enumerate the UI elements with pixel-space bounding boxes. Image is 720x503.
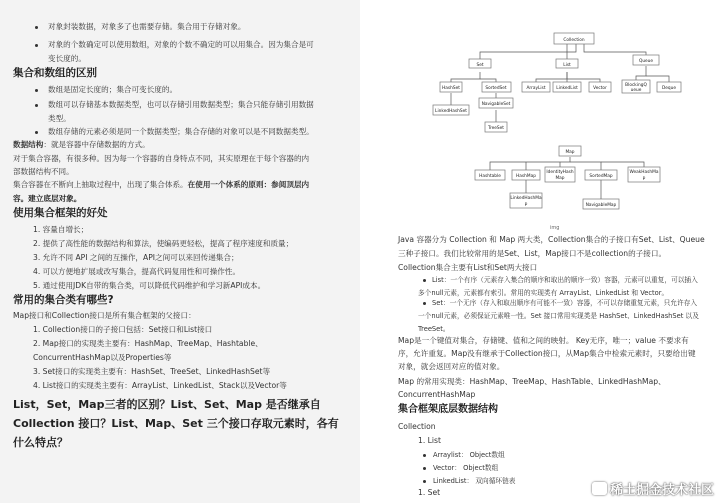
containers-para-2: 部数据结构不同。: [13, 167, 74, 176]
common-class-item-3: 3. Set接口的实现类主要有：HashSet、TreeSet、LinkedHashSet等: [33, 367, 271, 376]
collection-label: Collection: [398, 422, 436, 431]
benefit-item-1: 1. 容量自增长；: [33, 225, 89, 234]
section-title-common-classes: 常用的集合类有哪些?: [13, 294, 114, 306]
benefit-item-2: 2. 提供了高性能的数据结构和算法，使编码更轻松，提高了程序速度和质量；: [33, 239, 294, 248]
bullet-dot: [423, 480, 426, 483]
list-bullet-1: List：一个有序（元素存入集合的顺序和取出的顺序一致）容器，元素可以重复，可以插入: [432, 276, 698, 284]
bullet-dot: [423, 467, 426, 470]
set-bullet-1: Set：一个无序（存入和取出顺序有可能不一致）容器，不可以存储重复元素，只允许存入: [432, 299, 698, 307]
item-list: 1. List: [418, 436, 441, 445]
node-identityhashmap-line2: Map: [555, 176, 565, 181]
common-class-item-2-cont: ConcurrentHashMap以及Properties等: [33, 353, 172, 362]
map-para-2: 序，允许重复。Map没有继承于Collection接口，从Map集合中检索元素时，只要给出键: [398, 349, 696, 358]
map-impl-1: Map 的常用实现类：HashMap、TreeMap、HashTable、LinkedHashMap、: [398, 377, 666, 386]
node-weakhashmap-line2: p: [642, 176, 646, 181]
hierarchy-principle-cont: 容。建立底层对象。: [13, 194, 82, 203]
map-para-1: Map是一个键值对集合，存储键、值和之间的映射。 Key无序，唯一；value 不要求有: [398, 336, 689, 345]
diff-item-2: 数组可以存储基本数据类型，也可以存储引用数据类型；集合只能存储引用数据: [48, 100, 314, 109]
node-queue: Queue: [638, 59, 654, 64]
containers-para-1: 对于集合容器，有很多种。因为每一个容器的自身特点不同，其实原理在于每个容器的内: [13, 154, 310, 163]
data-structure-term: 数据结构: [13, 140, 44, 149]
right-document-column: [360, 0, 720, 503]
bullet-dot: [423, 302, 426, 305]
section-title-benefits: 使用集合框架的好处: [13, 207, 108, 219]
node-linkedlist: LinkedList: [556, 86, 578, 91]
intro-item-1: 对象封装数据，对象多了也需要存储。集合用于存储对象。: [48, 22, 246, 31]
node-treeset: TreeSet: [487, 126, 505, 131]
bullet-dot: [35, 104, 38, 107]
intro-item-2-cont: 变长度的。: [48, 54, 86, 63]
set-bullet-1-end: TreeSet。: [418, 325, 450, 333]
benefit-item-5: 5. 通过使用JDK自带的集合类，可以降低代码维护和学习新API成本。: [33, 281, 266, 290]
node-sortedmap: SortedMap: [589, 174, 613, 179]
list-bullet-1-cont: 多个null元素，元素都有索引。常用的实现类有 ArrayList、LinkedList 和 Vector。: [418, 289, 669, 297]
node-linkedhashmap-line2: p: [524, 202, 528, 207]
diff-item-1: 数组是固定长度的；集合可变长度的。: [48, 85, 178, 94]
section-title-difference: 集合和数组的区别: [13, 67, 97, 79]
question-heading-line-3: 什么特点？: [13, 436, 68, 449]
node-navigablemap: NavigableMap: [585, 203, 617, 208]
sub-item-linkedlist: LinkedList： 双向循环链表: [433, 477, 516, 485]
node-deque: Deque: [661, 86, 677, 91]
bullet-dot: [35, 26, 38, 29]
watermark-text: 稀土掘金技术社区: [609, 483, 714, 498]
node-blockingqueue-line1: BlockingQ: [625, 83, 647, 88]
node-vector: Vector: [593, 86, 607, 91]
intro-para-3: Collection集合主要有List和Set两大接口: [398, 263, 538, 272]
set-bullet-1-cont: 一个null元素，必须保证元素唯一性。Set 接口常用实现类是 HashSet、LinkedHashSet 以及: [418, 312, 699, 320]
node-hashmap: HashMap: [516, 174, 536, 179]
node-linkedhashset: LinkedHashSet: [435, 109, 467, 114]
node-hashtable: Hashtable: [479, 174, 501, 179]
bullet-dot: [35, 89, 38, 92]
collection-hierarchy-diagram: [360, 0, 720, 228]
node-blockingqueue-line2: ueue: [630, 88, 642, 93]
item-set: 1. Set: [418, 488, 441, 497]
intro-para-1: Java 容器分为 Collection 和 Map 两大类，Collection集合的子接口有Set、List、Queue: [398, 235, 705, 244]
watermark: [592, 479, 714, 498]
node-linkedhashmap-line1: LinkedHashMa: [510, 196, 542, 201]
benefit-item-3: 3. 允许不同 API 之间的互操作，API之间可以来回传递集合；: [33, 253, 239, 262]
diff-item-2-cont: 类型。: [48, 114, 71, 123]
bullet-dot: [423, 454, 426, 457]
common-class-item-1: 1. Collection接口的子接口包括：Set接口和List接口: [33, 325, 213, 334]
data-structure-def: ：就是容器中存储数据的方式。: [43, 140, 150, 149]
common-class-item-2: 2. Map接口的实现类主要有：HashMap、TreeMap、Hashtable、: [33, 339, 263, 348]
hierarchy-para: [13, 181, 309, 189]
node-navigableset: NavigableSet: [481, 102, 511, 107]
hierarchy-principle: 在使用一个体系的原则：参阅顶层内: [187, 180, 310, 189]
data-structure-line: [13, 141, 150, 149]
map-para-3: 对象，就会返回对应的值对象。: [398, 362, 505, 371]
hierarchy-text: 集合容器在不断向上抽取过程中，出现了集合体系。: [13, 180, 188, 189]
common-classes-intro: Map接口和Collection接口是所有集合框架的父接口：: [13, 311, 196, 320]
bullet-dot: [35, 131, 38, 134]
node-weakhashmap-line1: WeakHashMa: [629, 170, 659, 175]
node-map: Map: [565, 150, 575, 155]
map-impl-2: ConcurrentHashMap: [398, 390, 476, 399]
bullet-dot: [35, 44, 38, 47]
benefit-item-4: 4. 可以方便地扩展或改写集合，提高代码复用性和可操作性。: [33, 267, 241, 276]
common-class-item-4: 4. List接口的实现类主要有：ArrayList、LinkedList、Stack以及Vector等: [33, 381, 287, 390]
node-collection: Collection: [563, 38, 585, 43]
intro-para-2: 三种子接口。我们比较常用的是Set、List，Map接口不是collection的子接口。: [398, 249, 667, 258]
bullet-dot: [423, 279, 426, 282]
image-caption: img: [550, 225, 560, 231]
diff-item-3: 数组存储的元素必须是同一个数据类型；集合存储的对象可以是不同数据类型。: [48, 127, 314, 136]
question-heading-line-2: Collection 接口？List、Map、Set 三个接口存取元素时，各有: [13, 417, 339, 430]
intro-item-2: 对象的个数确定可以使用数组，对象的个数不确定的可以用集合。因为集合是可: [48, 40, 314, 49]
node-list: List: [563, 63, 571, 68]
watermark-logo-icon: [592, 482, 607, 495]
node-arraylist: ArrayList: [526, 86, 546, 91]
sub-item-arraylist: Arraylist： Object数组: [433, 451, 505, 459]
node-set: Set: [476, 63, 484, 68]
sub-item-vector: Vector： Object数组: [433, 464, 499, 472]
section-title-data-structure: 集合框架底层数据结构: [398, 404, 498, 415]
question-heading-line-1: List，Set，Map三者的区别？List、Set、Map 是否继承自: [13, 398, 321, 411]
node-identityhashmap-line1: IdentityHash: [546, 170, 574, 175]
node-sortedset: SortedSet: [485, 86, 507, 91]
node-hashset: HashSet: [442, 86, 460, 91]
